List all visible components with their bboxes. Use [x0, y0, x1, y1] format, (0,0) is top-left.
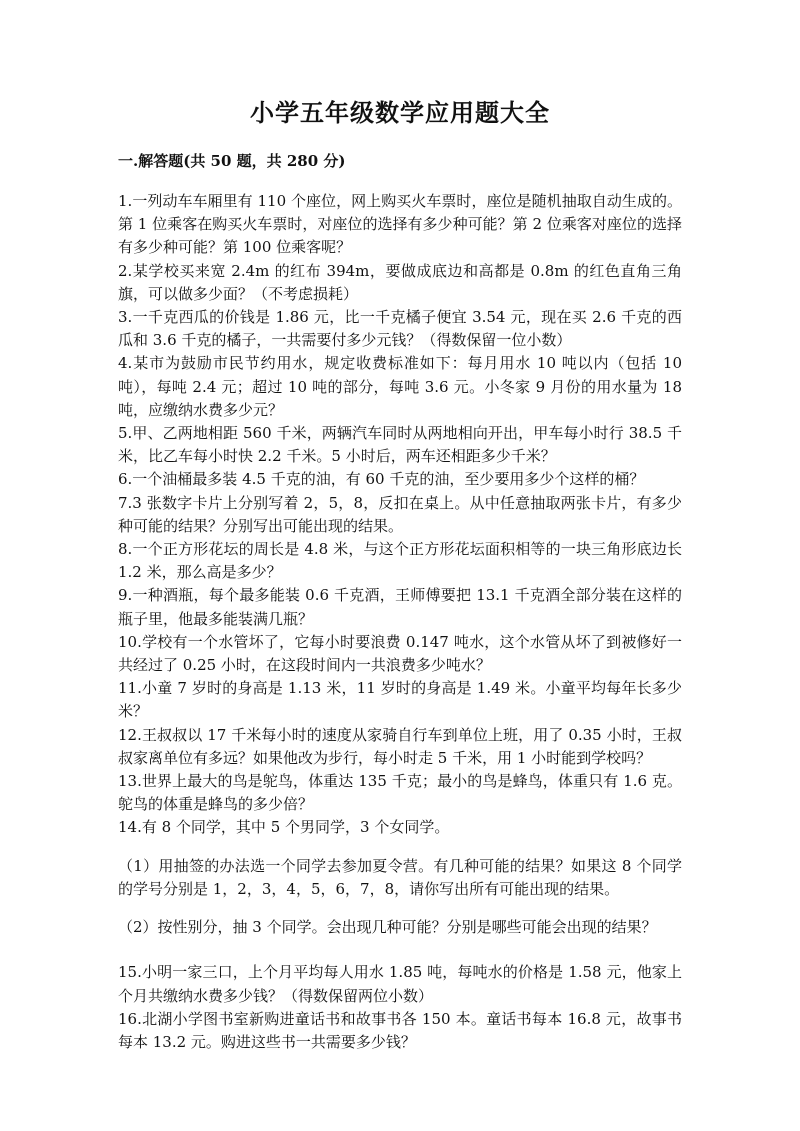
problem-15: 15.小明一家三口，上个月平均每人用水 1.85 吨，每吨水的价格是 1.58 元，他家上个月共缴纳水费多少钱？（得数保留两位小数） [118, 963, 682, 1005]
problem-12: 12.王叔叔以 17 千米每小时的速度从家骑自行车到单位上班，用了 0.35 小时，王叔叔家离单位有多远？如果他改为步行，每小时走 5 千米，用 1 小时能到学校吗？ [118, 725, 682, 767]
problem-1: 1.一列动车车厢里有 110 个座位，网上购买火车票时，座位是随机抽取自动生成的。第 1 位乘客在购买火车票时，对座位的选择有多少种可能？第 2 位乘客对座位的选择有多少种可能？第 100 位乘客呢？ [118, 192, 682, 257]
problem-11: 11.小童 7 岁时的身高是 1.13 米，11 岁时的身高是 1.49 米。小童平均每年长多少米？ [118, 679, 682, 721]
problem-9: 9.一种酒瓶，每个最多能装 0.6 千克酒，王师傅要把 13.1 千克酒全部分装在这样的瓶子里，他最多能装满几瓶？ [118, 586, 682, 628]
problem-14: 14.有 8 个同学，其中 5 个男同学，3 个女同学。 [118, 818, 450, 837]
problem-8: 8.一个正方形花坛的周长是 4.8 米，与这个正方形花坛面积相等的一块三角形底边长 1.2 米，那么高是多少？ [118, 540, 682, 582]
problem-13: 13.世界上最大的鸟是鸵鸟，体重达 135 千克；最小的鸟是蜂鸟，体重只有 1.6 克。鸵鸟的体重是蜂鸟的多少倍？ [118, 772, 682, 814]
problem-3: 3.一千克西瓜的价钱是 1.86 元，比一千克橘子便宜 3.54 元，现在买 2.6 千克的西瓜和 3.6 千克的橘子，一共需要付多少元钱？（得数保留一位小数） [118, 308, 682, 350]
problem-5: 5.甲、乙两地相距 560 千米，两辆汽车同时从两地相向开出，甲车每小时行 38.5 千米，比乙车每小时快 2.2 千米。5 小时后，两车还相距多少千米？ [118, 424, 682, 466]
problem-6: 6.一个油桶最多装 4.5 千克的油，有 60 千克的油，至少要用多少个这样的桶？ [118, 470, 645, 489]
problem-16: 16.北湖小学图书室新购进童话书和故事书各 150 本。童话书每本 16.8 元，故事书每本 13.2 元。购进这些书一共需要多少钱？ [118, 1009, 682, 1051]
document-title: 小学五年级数学应用题大全 [250, 98, 550, 127]
section-heading: 一.解答题(共 50 题，共 280 分) [118, 152, 346, 170]
problem-4: 4.某市为鼓励市民节约用水，规定收费标准如下：每月用水 10 吨以内（包括 10 吨），每吨 2.4 元；超过 10 吨的部分，每吨 3.6 元。小冬家 9 月份的用水量为 18 吨，应缴纳水费多少元？ [118, 354, 682, 419]
problem-10: 10.学校有一个水管坏了，它每小时要浪费 0.147 吨水，这个水管从坏了到被修好一共经过了 0.25 小时，在这段时间内一共浪费多少吨水？ [118, 632, 682, 675]
problem-7: 7.3 张数字卡片上分别写着 2，5，8，反扣在桌上。从中任意抽取两张卡片，有多少种可能的结果？分别写出可能出现的结果。 [118, 493, 682, 535]
problem-2: 2.某学校买来宽 2.4m 的红布 394m，要做成底边和高都是 0.8m 的红色直角三角旗，可以做多少面？（不考虑损耗） [118, 261, 682, 303]
problem-list [118, 190, 682, 1054]
problem-14-sub-2: （2）按性别分，抽 3 个同学。会出现几种可能？分别是哪些可能会出现的结果？ [118, 918, 657, 937]
problem-14-sub-1: （1）用抽签的办法选一个同学去参加夏令营。有几种可能的结果？如果这 8 个同学的学号分别是 1，2，3，4，5，6，7，8，请你写出所有可能出现的结果。 [118, 856, 682, 898]
